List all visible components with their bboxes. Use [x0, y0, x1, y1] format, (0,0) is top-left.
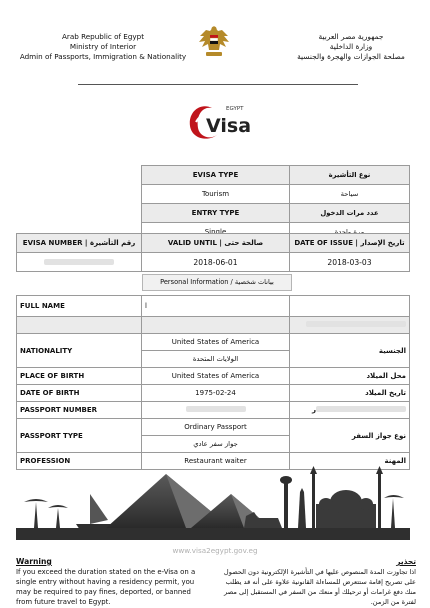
profession-value: Restaurant waiter	[142, 453, 290, 470]
entry-type-row	[142, 204, 410, 223]
entry-type-value-ar: مرة واحدة	[290, 223, 410, 242]
full-name-row	[17, 296, 410, 317]
website-url: www.visa2egypt.gov.eg	[172, 546, 258, 555]
nationality-value: United States of America	[142, 334, 290, 351]
visa-type-table	[141, 165, 410, 242]
personal-data-table	[16, 295, 410, 470]
logo-word: Visa	[206, 115, 252, 137]
full-name-ar-empty-2	[142, 317, 290, 334]
profession-label-ar: المهنة	[290, 453, 410, 470]
place-of-birth-row	[17, 368, 410, 385]
warning-title-ar: تحذير	[396, 557, 416, 566]
warning-english	[16, 557, 204, 607]
header-en-line-3: Admin of Passports, Immigration & Nationality	[19, 52, 187, 61]
dates-value-row	[17, 253, 410, 272]
date-of-birth-value: 1975-02-24	[142, 385, 290, 402]
date-of-birth-label-ar: تاريخ الميلاد	[290, 385, 410, 402]
nationality-value-ar: الولايات المتحدة	[142, 351, 290, 368]
entry-type-label-ar: عدد مرات الدخول	[290, 204, 410, 223]
evisa-logo	[186, 100, 252, 142]
evisa-type-value: Tourism	[142, 185, 290, 204]
evisa-type-value-row	[142, 185, 410, 204]
full-name-ar-empty-1	[17, 317, 142, 334]
passport-number-label-ar-text: ر	[311, 406, 316, 414]
passport-type-value-ar: جواز سفر عادي	[142, 436, 290, 453]
valid-until-value: 2018-06-01	[142, 253, 290, 272]
nationality-label: NATIONALITY	[17, 334, 142, 368]
entry-type-label: ENTRY TYPE	[142, 204, 290, 223]
redacted-passport-number	[186, 406, 246, 412]
passport-type-value: Ordinary Passport	[142, 419, 290, 436]
logo-small-text: EGYPT	[226, 106, 244, 112]
header-english	[18, 32, 188, 62]
warning-text: If you exceed the duration stated on the e-Visa on a single entry without having a residency permit, you may be required to pay fines, deported, or banned from future travel to Egypt.	[16, 568, 196, 606]
visa-dates-table	[16, 233, 410, 272]
place-of-birth-label-ar: محل الميلاد	[290, 368, 410, 385]
full-name-label: FULL NAME	[17, 296, 142, 317]
egypt-eagle-emblem-icon	[196, 22, 232, 62]
evisa-type-label: EVISA TYPE	[142, 166, 290, 185]
evisa-type-label-ar: نوع التأشيرة	[290, 166, 410, 185]
egypt-skyline-illustration	[16, 458, 410, 540]
passport-type-row	[17, 419, 410, 436]
warning-title: Warning	[16, 557, 52, 566]
header-en-line-2: Ministry of Interior	[69, 42, 137, 51]
profession-label: PROFESSION	[17, 453, 142, 470]
header-ar-line-2: وزارة الداخلية	[329, 42, 373, 51]
date-of-issue-value: 2018-03-03	[290, 253, 410, 272]
header-en-line-1: Arab Republic of Egypt	[61, 32, 145, 41]
redacted-passport-number-ar	[316, 406, 406, 412]
place-of-birth-label: PLACE OF BIRTH	[17, 368, 142, 385]
full-name-value: ا	[142, 296, 290, 317]
passport-number-label: PASSPORT NUMBER	[17, 402, 142, 419]
evisa-number-value	[17, 253, 142, 272]
valid-until-label: VALID UNTIL | صالحة حتى	[142, 234, 290, 253]
entry-type-value: Single	[142, 223, 290, 242]
date-of-birth-label: DATE OF BIRTH	[17, 385, 142, 402]
header-divider	[78, 84, 358, 85]
passport-number-label-ar	[290, 402, 410, 419]
evisa-number-label: EVISA NUMBER | رقم التأشيرة	[17, 234, 142, 253]
redacted-full-name-ar	[306, 321, 406, 327]
place-of-birth-value: United States of America	[142, 368, 290, 385]
header-ar-line-3: مصلحة الجوازات والهجرة والجنسية	[297, 52, 405, 61]
full-name-ar-row	[17, 317, 410, 334]
warning-text-ar: اذا تجاوزت المدة المنصوص عليها في التأشيرة الإلكترونية دون الحصول على تصريح إقامة ستتعرض للمساءلة القانونية علاوة على أنه قد يطلب منك دفع غرامات أو ترحيلك أو منعك من السفر في المستقبل إلى مصر لفترة من الزمن.	[223, 568, 416, 606]
nationality-label-ar: الجنسية	[290, 334, 410, 368]
full-name-blank	[290, 296, 410, 317]
evisa-type-value-ar: سياحة	[290, 185, 410, 204]
personal-information-label: Personal Information / بيانات شخصية	[142, 274, 292, 291]
full-name-ar-value	[290, 317, 410, 334]
date-of-birth-row	[17, 385, 410, 402]
evisa-type-row	[142, 166, 410, 185]
nationality-row	[17, 334, 410, 351]
dates-header-row	[17, 234, 410, 253]
passport-number-row	[17, 402, 410, 419]
passport-number-value	[142, 402, 290, 419]
redacted-evisa-number	[44, 259, 114, 265]
passport-type-label: PASSPORT TYPE	[17, 419, 142, 453]
passport-type-label-ar: نوع جواز السفر	[290, 419, 410, 453]
date-of-issue-label: DATE OF ISSUE | تاريخ الإصدار	[290, 234, 410, 253]
warning-arabic	[220, 557, 416, 607]
header-ar-line-1: جمهورية مصر العربية	[318, 32, 384, 41]
header-arabic	[286, 32, 416, 62]
